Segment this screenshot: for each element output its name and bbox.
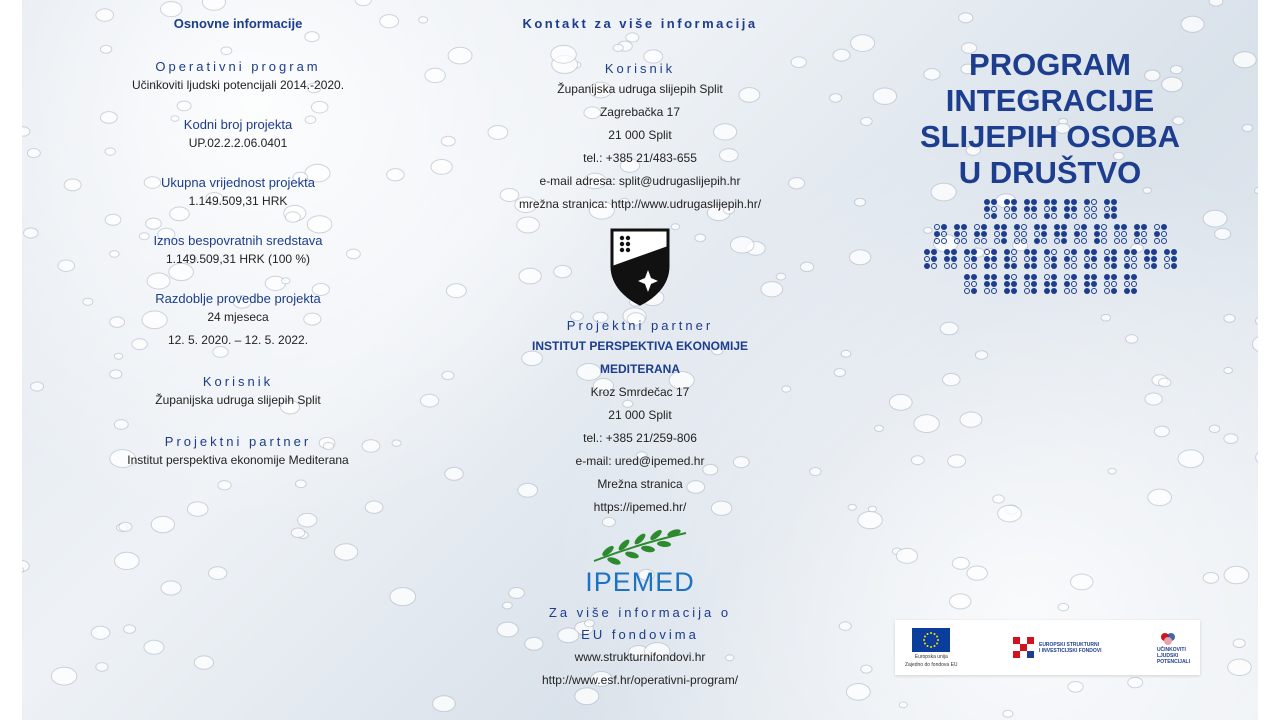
braille-cell — [924, 249, 937, 269]
basic-info-column — [78, 0, 398, 472]
basic-info-sections — [78, 59, 398, 472]
braille-cell — [1024, 249, 1037, 269]
braille-cell — [1034, 224, 1047, 244]
contact-beneficiary-label: Korisnik — [604, 61, 676, 76]
eu-logos-strip — [895, 620, 1200, 675]
info-section-value: 1.149.509,31 HRK — [188, 194, 288, 208]
braille-cell — [1144, 249, 1157, 269]
braille-cell — [1094, 224, 1107, 244]
braille-cell — [1134, 224, 1147, 244]
info-section-value: 12. 5. 2020. – 12. 5. 2022. — [167, 333, 309, 347]
braille-cell — [984, 199, 997, 219]
braille-cell — [944, 249, 957, 269]
eu-info-link-line: http://www.esf.hr/operativni-program/ — [541, 673, 739, 687]
braille-cell — [1064, 274, 1077, 294]
braille-cell — [1064, 249, 1077, 269]
eu-caption-line-1: Europska unija — [914, 653, 948, 660]
contact-partner-details — [490, 381, 790, 519]
braille-cell — [1014, 224, 1027, 244]
program-title — [880, 47, 1220, 191]
info-section — [78, 233, 398, 271]
partner-detail-line: tel.: +385 21/259-806 — [583, 431, 697, 445]
title-line-4: U DRUŠTVO — [958, 155, 1142, 190]
braille-cell — [1074, 224, 1087, 244]
partner-detail-line: Kroz Smrdečac 17 — [590, 385, 690, 399]
ulp-logo-line-1: UČINKOVITI — [1156, 646, 1186, 653]
title-line-3: SLIJEPIH OSOBA — [919, 119, 1181, 154]
partner-name-line-2: MEDITERANA — [600, 362, 680, 376]
braille-cell — [1044, 199, 1057, 219]
info-section — [78, 117, 398, 155]
braille-cell — [1124, 249, 1137, 269]
contact-partner-label: Projektni partner — [566, 318, 714, 333]
title-line-1: PROGRAM — [969, 47, 1131, 82]
braille-cell — [964, 274, 977, 294]
page-margin-right — [1258, 0, 1280, 720]
ulp-logo-line-3: POTENCIJALI — [1156, 658, 1190, 665]
title-line-2: INTEGRACIJE — [945, 83, 1155, 118]
contact-beneficiary-details — [490, 78, 790, 216]
braille-cell — [1114, 224, 1127, 244]
info-section-value: 1.149.509,31 HRK (100 %) — [165, 252, 311, 266]
info-section-value: Institut perspektiva ekonomije Mediterana — [127, 453, 349, 467]
contact-column — [490, 0, 790, 692]
info-section-value: UP.02.2.2.06.0401 — [188, 136, 288, 150]
braille-cell — [984, 274, 997, 294]
braille-cell — [974, 224, 987, 244]
esi-logo-line-2: I INVESTICIJSKI FONDOVI — [1038, 647, 1102, 654]
beneficiary-detail-line: tel.: +385 21/483-655 — [583, 151, 697, 165]
beneficiary-detail-line: 21 000 Split — [608, 128, 672, 142]
ipemed-logo-text: IPEMED — [585, 567, 695, 597]
info-section-value: Županijska udruga slijepih Split — [155, 393, 321, 407]
esi-funds-logo — [1013, 637, 1102, 659]
beneficiary-detail-line: Županijska udruga slijepih Split — [557, 82, 723, 96]
braille-cell — [994, 224, 1007, 244]
braille-cell — [1104, 274, 1117, 294]
partner-detail-line: 21 000 Split — [608, 408, 672, 422]
braille-cell — [1004, 274, 1017, 294]
info-section-label: Ukupna vrijednost projekta — [161, 175, 315, 190]
braille-cell — [934, 224, 947, 244]
beneficiary-detail-line: mrežna stranica: http://www.udrugaslijepih.hr/ — [518, 197, 762, 211]
esi-logo-line-1: EUROPSKI STRUKTURNI — [1038, 641, 1099, 648]
eu-caption-line-2: Zajedno do fondova EU — [905, 661, 958, 668]
beneficiary-detail-line: Zagrebačka 17 — [599, 105, 681, 119]
braille-row — [880, 199, 1220, 219]
ulp-logo — [1157, 631, 1190, 665]
page-margin-left — [0, 0, 22, 720]
braille-cell — [1104, 199, 1117, 219]
info-section — [78, 374, 398, 412]
braille-cell — [1004, 199, 1017, 219]
braille-cell — [1044, 274, 1057, 294]
braille-cell — [1054, 224, 1067, 244]
braille-title — [880, 199, 1220, 294]
partner-detail-line: Mrežna stranica — [597, 477, 683, 491]
braille-cell — [1024, 274, 1037, 294]
braille-cell — [964, 249, 977, 269]
braille-cell — [1154, 224, 1167, 244]
beneficiary-detail-line: e-mail adresa: split@udrugaslijepih.hr — [539, 174, 741, 188]
ulp-logo-line-2: LJUDSKI — [1156, 652, 1179, 659]
info-section-label: Iznos bespovratnih sredstava — [153, 233, 323, 248]
braille-cell — [1084, 274, 1097, 294]
eu-flag-icon — [912, 628, 950, 652]
info-section-label: Projektni partner — [164, 434, 312, 449]
eu-flag-logo — [905, 628, 958, 668]
braille-cell — [1024, 199, 1037, 219]
braille-cell — [984, 249, 997, 269]
info-section-value: 24 mjeseca — [207, 310, 269, 324]
info-section-label: Kodni broj projekta — [183, 117, 293, 132]
info-section-label: Operativni program — [155, 59, 321, 74]
croatian-checkerboard-icon — [1013, 637, 1035, 659]
eu-info-links — [490, 646, 790, 692]
info-section-label: Korisnik — [202, 374, 274, 389]
braille-row — [880, 274, 1220, 294]
braille-row — [880, 249, 1220, 269]
info-section — [78, 59, 398, 97]
info-section-label: Razdoblje provedbe projekta — [155, 291, 321, 306]
eu-info-link-line: www.strukturnifondovi.hr — [574, 650, 706, 664]
info-section — [78, 175, 398, 213]
braille-row — [880, 224, 1220, 244]
braille-cell — [1004, 249, 1017, 269]
contact-header: Kontakt za više informacija — [522, 16, 758, 31]
braille-cell — [1084, 249, 1097, 269]
olive-branch-icon — [590, 527, 690, 567]
flower-icon — [1157, 631, 1179, 647]
eu-info-label-line-2: EU fondovima — [581, 627, 699, 642]
braille-cell — [1044, 249, 1057, 269]
braille-cell — [1064, 199, 1077, 219]
ipemed-logo — [490, 527, 790, 598]
braille-cell — [954, 224, 967, 244]
braille-cell — [1104, 249, 1117, 269]
partner-detail-line: e-mail: ured@ipemed.hr — [575, 454, 705, 468]
beneficiary-shield-logo — [490, 226, 790, 306]
title-column — [880, 0, 1220, 299]
eu-info-label-line-1: Za više informacija o — [548, 605, 732, 620]
braille-cell — [1084, 199, 1097, 219]
info-section — [78, 434, 398, 472]
shield-logo-icon — [608, 226, 672, 306]
basic-info-header: Osnovne informacije — [173, 16, 303, 31]
partner-detail-line: https://ipemed.hr/ — [593, 500, 687, 514]
info-section — [78, 291, 398, 352]
info-section-value: Učinkoviti ljudski potencijali 2014.-2020. — [131, 78, 345, 92]
partner-name-line-1: INSTITUT PERSPEKTIVA EKONOMIJE — [531, 339, 749, 353]
braille-cell — [1124, 274, 1137, 294]
braille-cell — [1164, 249, 1177, 269]
